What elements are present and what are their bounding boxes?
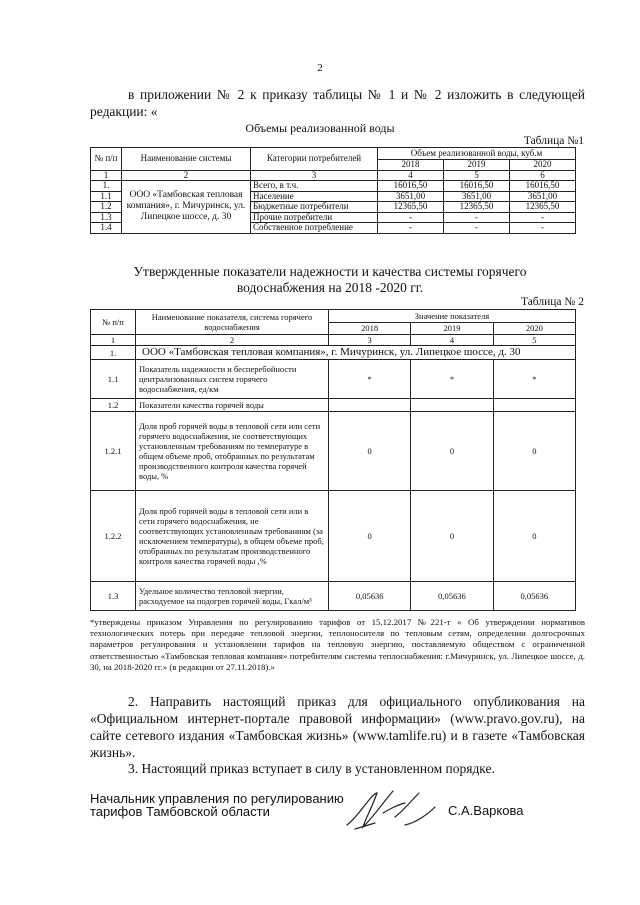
row-num: 1. [91,181,122,192]
row-value: 12365,50 [378,202,444,213]
row-text: Удельное количество тепловой энергии, расходуемое на подогрев горячей воды, Гкал/м³ [136,582,329,611]
index-cell: 5 [443,170,509,181]
row-num: 1.2 [91,399,136,412]
table1-label: Таблица №1 [523,135,584,147]
row-value: - [378,212,444,223]
signature-title-line2: тарифов Тамбовской области [90,804,270,819]
header-year: 2019 [443,160,509,171]
header-year: 2020 [509,160,575,171]
row-text: Доля проб горячей воды в тепловой сети или в сети горячего водоснабжения, не соответствующих установленным требованиям (за исключением температуры), в общем объеме проб, отобранных по результатам производственного контроля качества горячей воды ,% [136,491,329,582]
paragraph-2: 2. Направить настоящий приказ для официального опубликования на «Официальном интернет-портале правовой информации» (www.pravo.gov.ru), на сайте сетевого издания «Тамбовская жизнь» (www.tamlife.ru) и в газете «Тамбовская жизнь». [90,694,585,760]
table1-caption: Объемы реализованной воды [245,121,395,135]
index-cell: 3 [251,170,378,181]
row-value: * [493,360,575,399]
table-row [91,491,576,582]
signature-title-line1: Начальник управления по регулированию [90,791,344,806]
row-num: 1.4 [91,223,122,234]
table-realized-water [90,147,576,234]
row-value: 0,05636 [493,582,575,611]
header-year: 2018 [378,160,444,171]
row-value: 0 [329,412,411,491]
table-row [91,181,576,192]
index-cell: 1 [91,170,122,181]
row-category: Бюджетные потребители [251,202,378,213]
row-num: 1.1 [91,360,136,399]
intro-paragraph: в приложении № 2 к приказу таблицы № 1 и № 2 изложить в следующей редакции: « [90,87,585,119]
table-row [91,399,576,412]
row-value: 0 [493,491,575,582]
row-text: Доля проб горячей воды в тепловой сети или сети горячего водоснабжения, не соответствующих установленным требованиям по температуре в общем объеме проб, отобранных по результатам производственного контроля качества горячей воды, % [136,412,329,491]
index-cell: 2 [122,170,251,181]
header-year: 2020 [493,322,575,335]
row-num: 1.2.1 [91,412,136,491]
header-system: Наименование системы [122,148,251,171]
row-category: Собственное потребление [251,223,378,234]
row-num: 1.2 [91,202,122,213]
header-category: Категории потребителей [251,148,378,171]
index-cell: 2 [136,335,329,346]
header-year: 2019 [411,322,493,335]
row-value: 0,05636 [411,582,493,611]
header-year: 2018 [329,322,411,335]
row-text: Показатели качества горячей воды [136,399,329,412]
row-value: 0 [493,412,575,491]
row-value: 0 [329,491,411,582]
row-num: 1. [91,346,136,360]
index-cell: 6 [509,170,575,181]
table-row [91,412,576,491]
table-index-row [91,170,576,181]
row-value: 12365,50 [443,202,509,213]
row-value: - [378,223,444,234]
row-value: 0,05636 [329,582,411,611]
row-category: Прочие потребители [251,212,378,223]
header-value: Значение показателя [329,310,576,323]
page-number: 2 [317,62,323,74]
row-value: - [509,223,575,234]
row-value: * [329,360,411,399]
table-reliability-indicators [90,309,576,611]
row-value: - [509,212,575,223]
row-value: 0 [411,491,493,582]
header-num: № п/п [91,148,122,171]
signature-title [90,792,344,818]
table-row [91,582,576,611]
table-row [91,360,576,399]
index-cell: 1 [91,335,136,346]
table-index-row [91,335,576,346]
footnote: *утверждены приказом Управления по регулированию тарифов от 15.12.2017 №221-т « Об утверждении нормативов технологических потерь при передаче тепловой энергии, теплоносителя по тепловым сетям, определении долгосрочных параметров регулирования и установлении тарифов на тепловую энергию, поставляемую обществом с ограниченной ответственностью «Тамбовская тепловая компания» потребителям системы теплоснабжения: г.Мичуринск, ул. Липецкое шоссе, д. 30, на 2018-2020 гг.» (в редакции от 27.11.2018).» [90,617,585,672]
signatory-name: С.А.Варкова [448,803,524,818]
header-num: № п/п [91,310,136,335]
row-category: Всего, в т.ч. [251,181,378,192]
row-value: 3651,00 [378,191,444,202]
row-num: 1.3 [91,212,122,223]
handwritten-signature [335,785,445,835]
row-num: 1.2.2 [91,491,136,582]
row-num: 1.3 [91,582,136,611]
index-cell: 3 [329,335,411,346]
index-cell: 4 [411,335,493,346]
row-value: 0 [411,412,493,491]
index-cell: 5 [493,335,575,346]
row-value: 16016,50 [509,181,575,192]
header-volume: Объем реализованной воды, куб.м [378,148,576,160]
row-value: 16016,50 [378,181,444,192]
header-name: Наименование показателя, система горячего водоснабжения [136,310,329,335]
table2-title: Утвержденные показатели надежности и качества системы горячего водоснабжения на 2018 -2020 гг. [133,264,527,295]
row-category: Население [251,191,378,202]
index-cell: 4 [378,170,444,181]
org-name: ООО «Тамбовская тепловая компания», г. Мичуринск, ул. Липецкое шоссе, д. 30 [136,346,576,360]
row-value: 3651,00 [443,191,509,202]
table2-label: Таблица № 2 [520,296,584,308]
system-name: ООО «Тамбовская тепловая компания», г. Мичуринск, ул. Липецкое шоссе, д. 30 [122,181,251,234]
row-text: Показатель надежности и бесперебойности централизованных систем горячего водоснабжения, ед/км [136,360,329,399]
table-row [91,346,576,360]
row-value: 12365,50 [509,202,575,213]
row-value: - [443,223,509,234]
row-num: 1.1 [91,191,122,202]
row-value: - [443,212,509,223]
row-value: * [411,360,493,399]
row-value: 3651,00 [509,191,575,202]
paragraph-3: 3. Настоящий приказ вступает в силу в установленном порядке. [128,761,495,776]
row-value: 16016,50 [443,181,509,192]
